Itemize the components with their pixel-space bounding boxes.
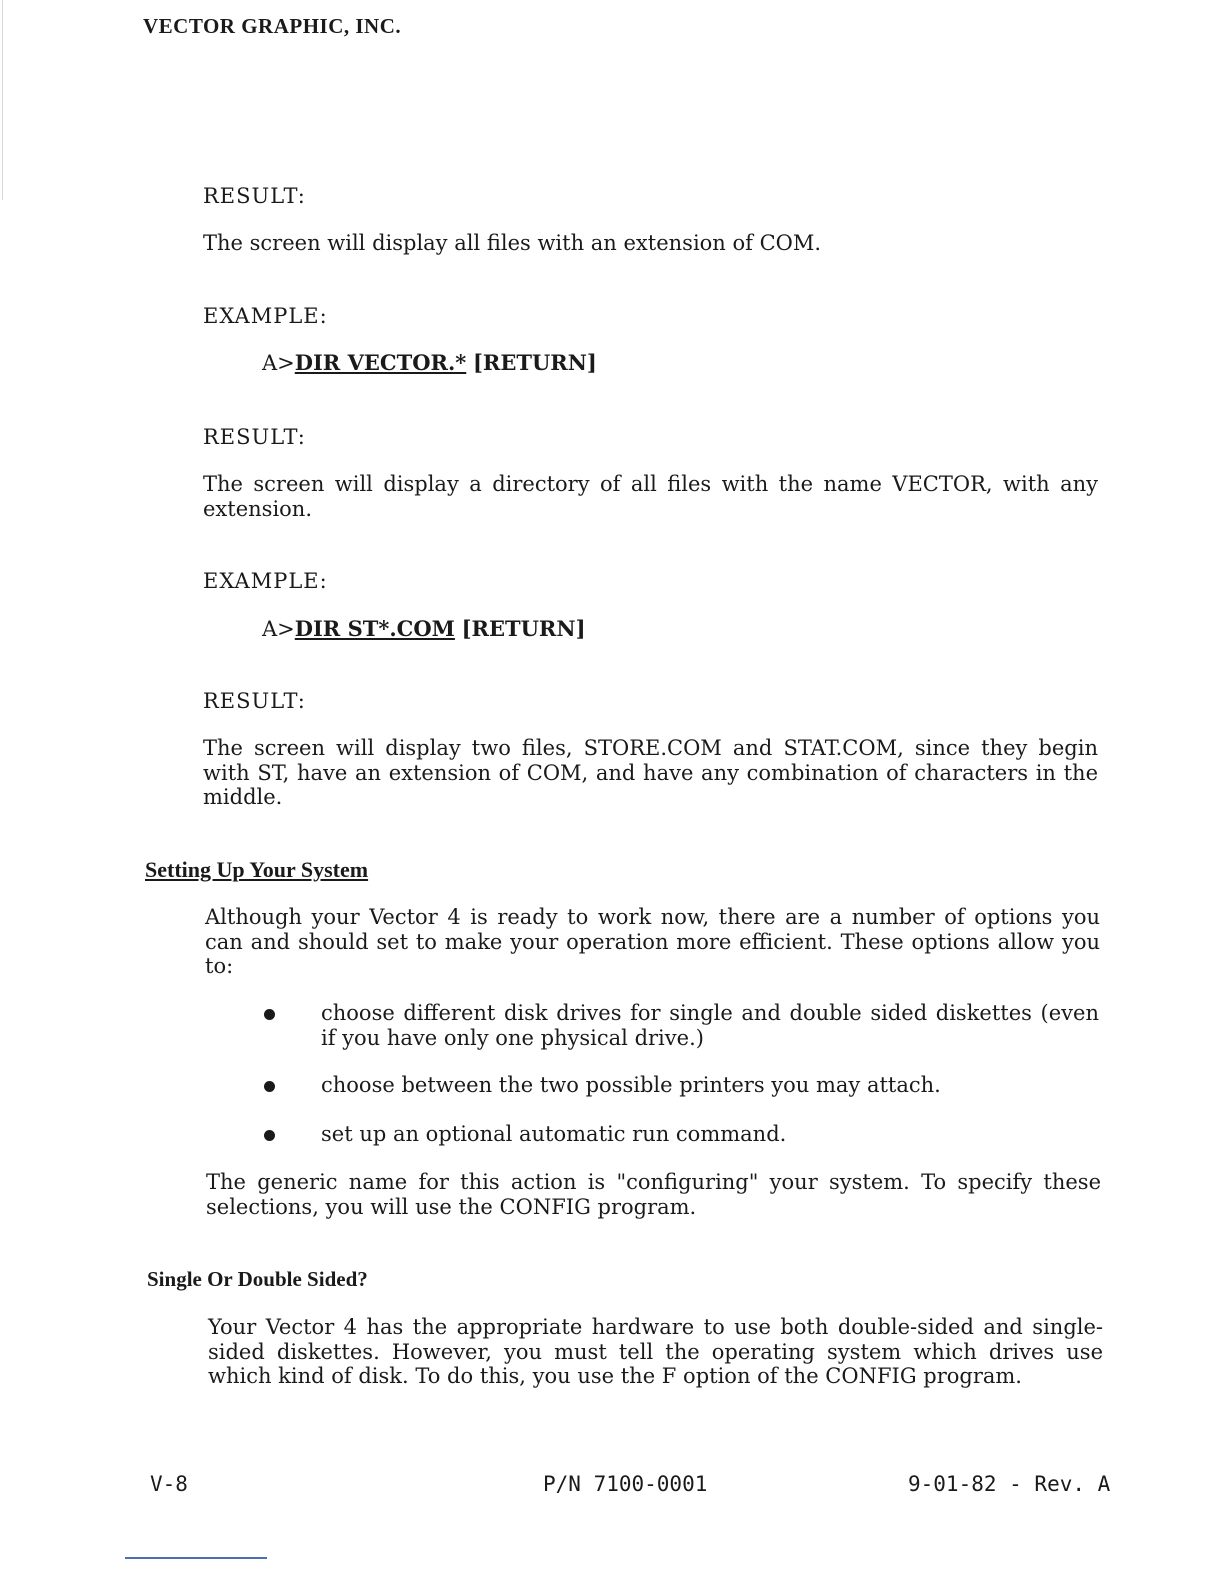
command-text: DIR ST*.COM [294,616,455,641]
company-header: VECTOR GRAPHIC, INC. [143,14,402,38]
part-number: P/N 7100-0001 [543,1472,708,1496]
section-heading: Single Or Double Sided? [147,1267,368,1291]
bullet-text: choose between the two possible printers you may attach. [321,1073,941,1097]
example-label: EXAMPLE: [203,569,328,593]
bullet-icon [264,1130,275,1141]
bottom-rule [125,1557,267,1559]
section-text: Your Vector 4 has the appropriate hardware to use both double-sided and single-sided diskettes. However, you must tell the operating system which drives use which kind of disk. To do this, you use the F option of the CONFIG program. [208,1315,1103,1388]
section-intro: Although your Vector 4 is ready to work now, there are a number of options you can and should set to make your operation more efficient. These options allow you to: [205,905,1100,978]
return-key: [RETURN] [461,616,586,641]
command-prompt: A> [262,351,295,375]
example-command-line [262,350,597,375]
bullet-text: choose different disk drives for single and double sided diskettes (even if you have only one physical drive.) [321,1001,1099,1050]
result-text: The screen will display two files, STORE.COM and STAT.COM, since they begin with ST, have an extension of COM, and have any combination of characters in the middle. [203,736,1098,809]
result-label: RESULT: [203,425,306,449]
result-text: The screen will display all files with an extension of COM. [203,231,822,255]
result-label: RESULT: [203,689,306,713]
command-prompt: A> [262,617,295,641]
section-heading: Setting Up Your System [145,857,369,882]
bullet-text: set up an optional automatic run command. [321,1122,787,1146]
scan-edge-line [2,0,3,200]
page-number: V-8 [150,1472,188,1496]
revision-date: 9-01-82 - Rev. A [908,1472,1111,1496]
command-text: DIR VECTOR.* [294,350,467,375]
return-key: [RETURN] [472,350,597,375]
example-label: EXAMPLE: [203,304,328,328]
result-text: The screen will display a directory of all files with the name VECTOR, with any extension. [203,472,1098,521]
section-closing: The generic name for this action is "configuring" your system. To specify these selections, you will use the CONFIG program. [206,1170,1101,1219]
bullet-icon [264,1081,275,1092]
result-label: RESULT: [203,184,306,208]
example-command-line [262,616,586,641]
bullet-icon [264,1009,275,1020]
